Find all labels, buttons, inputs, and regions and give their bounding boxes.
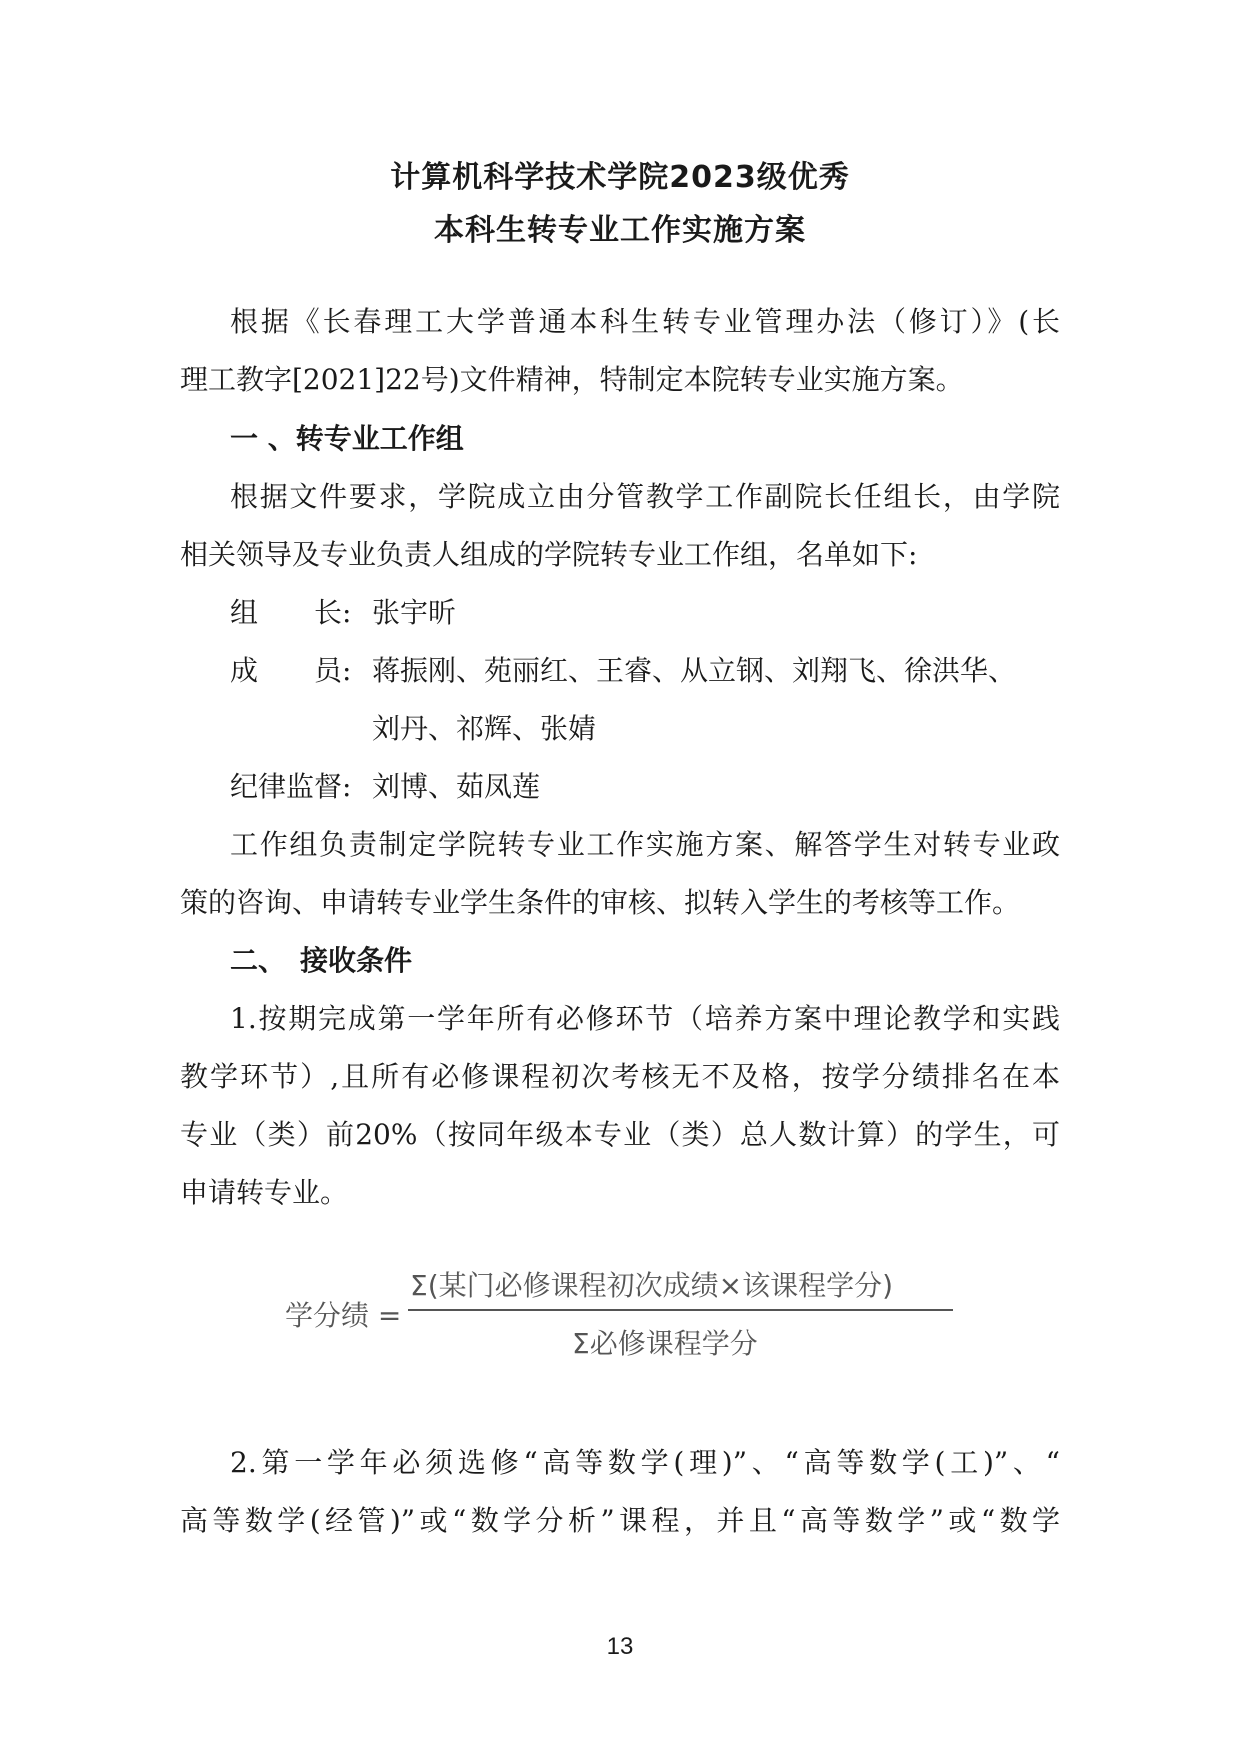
item-1-line-1: 1.按期完成第一学年所有必修环节（培养方案中理论教学和实践 bbox=[230, 1002, 1060, 1035]
discipline-row bbox=[230, 770, 540, 804]
intro-line-2: 理工教字[2021]22号)文件精神，特制定本院转专业实施方案。 bbox=[180, 363, 964, 396]
members-names-line-2: 刘丹、祁辉、张婧 bbox=[372, 712, 597, 745]
leader-row bbox=[230, 596, 456, 630]
document-title-line-2: 本科生转专业工作实施方案 bbox=[434, 213, 806, 248]
discipline-label: 纪律监督: bbox=[230, 770, 352, 803]
formula-denominator: Σ必修课程学分 bbox=[572, 1327, 758, 1360]
item-2-line-2: 高等数学(经管)”或“数学分析”课程，并且“高等数学”或“数学 bbox=[180, 1504, 1060, 1537]
duty-line-1: 工作组负责制定学院转专业工作实施方案、解答学生对转专业政 bbox=[230, 828, 1060, 861]
leader-label: 组 长: bbox=[230, 596, 352, 629]
duty-line-2: 策的咨询、申请转专业学生条件的审核、拟转入学生的考核等工作。 bbox=[180, 886, 1021, 919]
document-title-line-1: 计算机科学技术学院2023级优秀 bbox=[390, 160, 850, 195]
item-1-line-3: 专业（类）前20%（按同年级本专业（类）总人数计算）的学生，可 bbox=[180, 1118, 1060, 1151]
item-1-line-4: 申请转专业。 bbox=[180, 1176, 349, 1209]
formula-numerator: Σ(某门必修课程初次成绩×该课程学分) bbox=[410, 1269, 894, 1302]
leader-names: 张宇昕 bbox=[372, 596, 457, 629]
section-1-heading: 一 、转专业工作组 bbox=[230, 422, 464, 455]
members-label: 成 员: bbox=[230, 654, 352, 687]
page-number: 13 bbox=[606, 1633, 634, 1660]
discipline-names: 刘博、茹凤莲 bbox=[372, 770, 541, 803]
item-2-line-1: 2.第一学年必须选修“高等数学(理)”、“高等数学(工)”、“ bbox=[230, 1446, 1060, 1479]
section-2-heading: 二、 接收条件 bbox=[230, 944, 413, 977]
item-1-line-2: 教学环节）,且所有必修课程初次考核无不及格，按学分绩排名在本 bbox=[180, 1060, 1060, 1093]
members-names-line-1: 蒋振刚、苑丽红、王睿、从立钢、刘翔飞、徐洪华、 bbox=[372, 654, 1017, 687]
formula-fraction-bar bbox=[408, 1309, 953, 1311]
section-1-para-line-2: 相关领导及专业负责人组成的学院转专业工作组，名单如下: bbox=[180, 538, 918, 571]
formula-lhs: 学分绩 = bbox=[285, 1299, 402, 1332]
members-row bbox=[230, 654, 1016, 688]
intro-line-1: 根据《长春理工大学普通本科生转专业管理办法（修订）》(长 bbox=[230, 305, 1060, 338]
section-1-para-line-1: 根据文件要求，学院成立由分管教学工作副院长任组长，由学院 bbox=[230, 480, 1060, 513]
